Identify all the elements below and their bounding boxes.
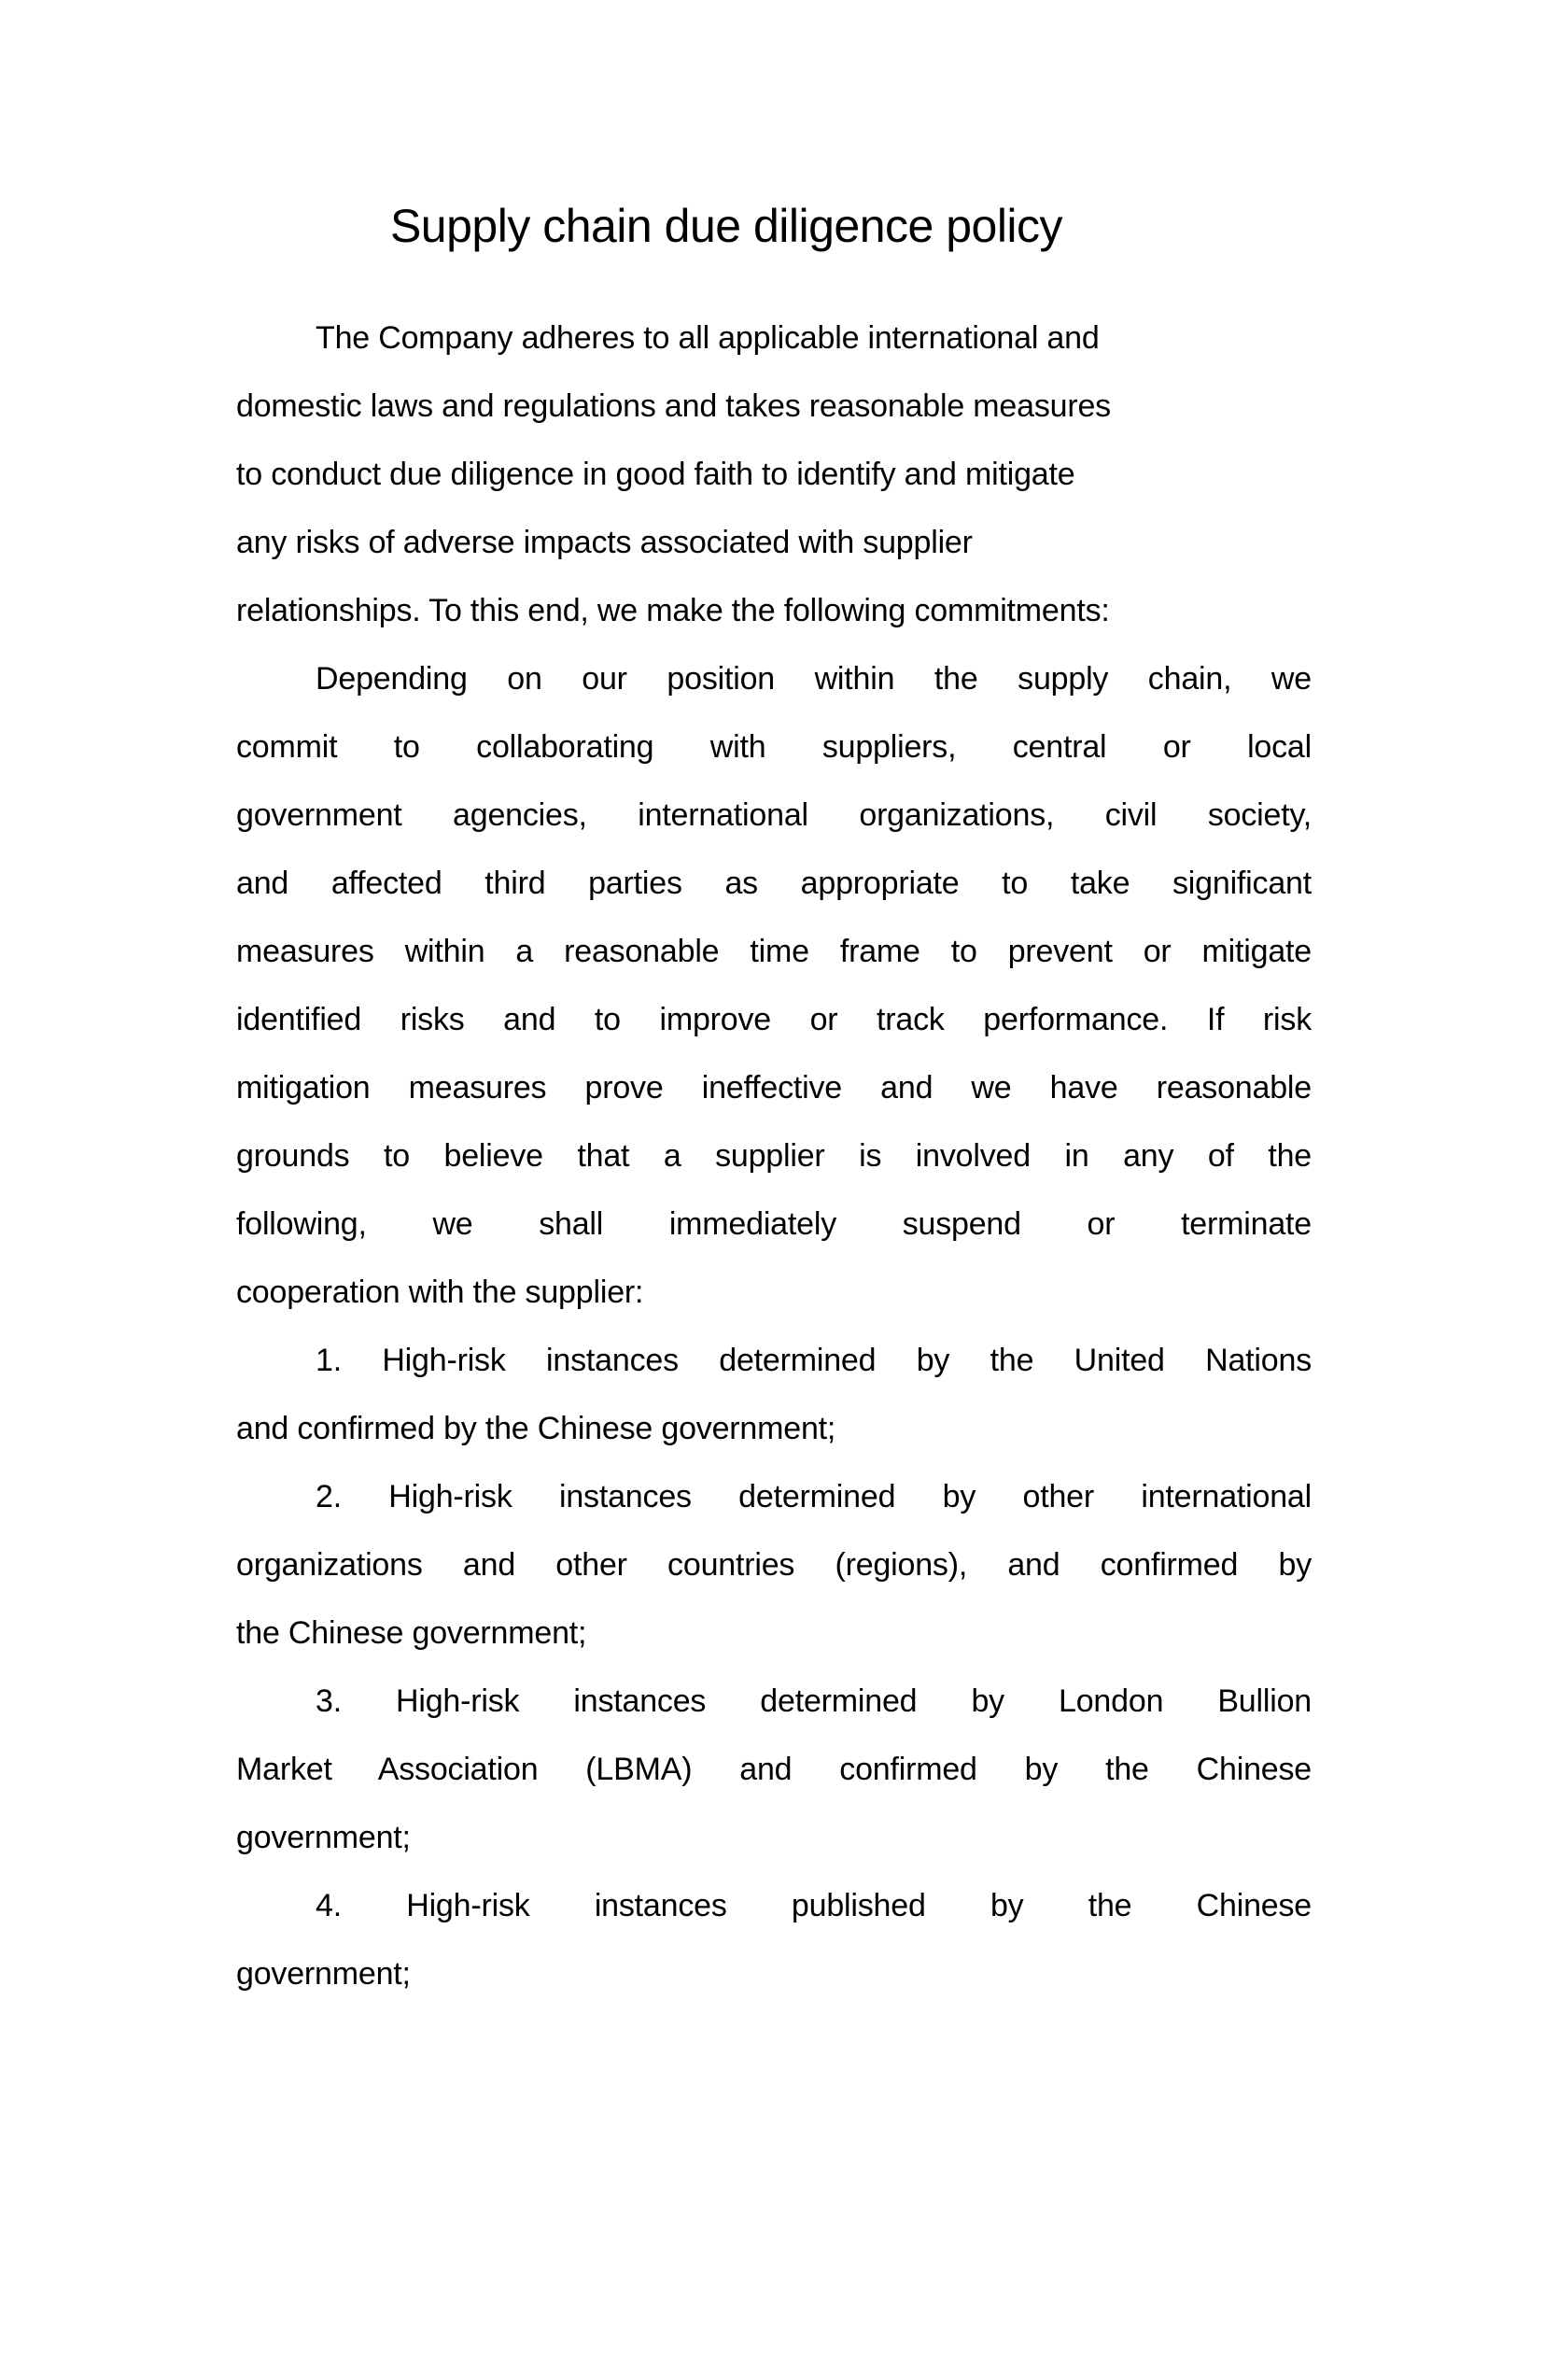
text-line: government; bbox=[236, 1956, 411, 1992]
document-body bbox=[236, 304, 1312, 2008]
text-line: government agencies, international organizations, civil society, bbox=[236, 797, 1312, 833]
text-line: The Company adheres to all applicable international and bbox=[316, 320, 1100, 356]
text-line: mitigation measures prove ineffective and we have reasonable bbox=[236, 1070, 1312, 1106]
text-line: 2. High-risk instances determined by other international bbox=[316, 1479, 1312, 1514]
text-line: to conduct due diligence in good faith to identify and mitigate bbox=[236, 457, 1075, 492]
intro-paragraph bbox=[236, 304, 1312, 645]
list-item-2 bbox=[236, 1463, 1312, 1668]
text-line: organizations and other countries (regions), and confirmed by bbox=[236, 1547, 1312, 1583]
text-line: grounds to believe that a supplier is involved in any of the bbox=[236, 1138, 1312, 1174]
commitments-paragraph bbox=[236, 645, 1312, 1327]
list-item-4 bbox=[236, 1872, 1312, 2008]
text-line: government; bbox=[236, 1820, 411, 1855]
text-line: 3. High-risk instances determined by London Bullion bbox=[316, 1683, 1312, 1719]
text-line: Depending on our position within the supply chain, we bbox=[316, 661, 1312, 697]
list-item-1 bbox=[236, 1327, 1312, 1463]
text-line: domestic laws and regulations and takes reasonable measures bbox=[236, 388, 1111, 424]
list-item-3 bbox=[236, 1668, 1312, 1872]
text-line: identified risks and to improve or track performance. If risk bbox=[236, 1002, 1312, 1037]
text-line: any risks of adverse impacts associated with supplier bbox=[236, 525, 973, 560]
text-line: and confirmed by the Chinese government; bbox=[236, 1411, 836, 1446]
text-line: 4. High-risk instances published by the Chinese bbox=[316, 1888, 1312, 1923]
text-line: Market Association (LBMA) and confirmed by the Chinese bbox=[236, 1752, 1312, 1787]
text-line: following, we shall immediately suspend or terminate bbox=[236, 1206, 1312, 1242]
text-line: cooperation with the supplier: bbox=[236, 1274, 644, 1310]
text-line: commit to collaborating with suppliers, central or local bbox=[236, 729, 1312, 765]
document-title: Supply chain due diligence policy bbox=[389, 200, 1063, 252]
text-line: and affected third parties as appropriate to take significant bbox=[236, 866, 1312, 901]
text-line: relationships. To this end, we make the following commitments: bbox=[236, 593, 1110, 628]
document-page bbox=[236, 196, 1312, 2008]
text-line: the Chinese government; bbox=[236, 1615, 587, 1651]
text-line: measures within a reasonable time frame to prevent or mitigate bbox=[236, 934, 1312, 969]
text-line: 1. High-risk instances determined by the United Nations bbox=[316, 1343, 1312, 1378]
